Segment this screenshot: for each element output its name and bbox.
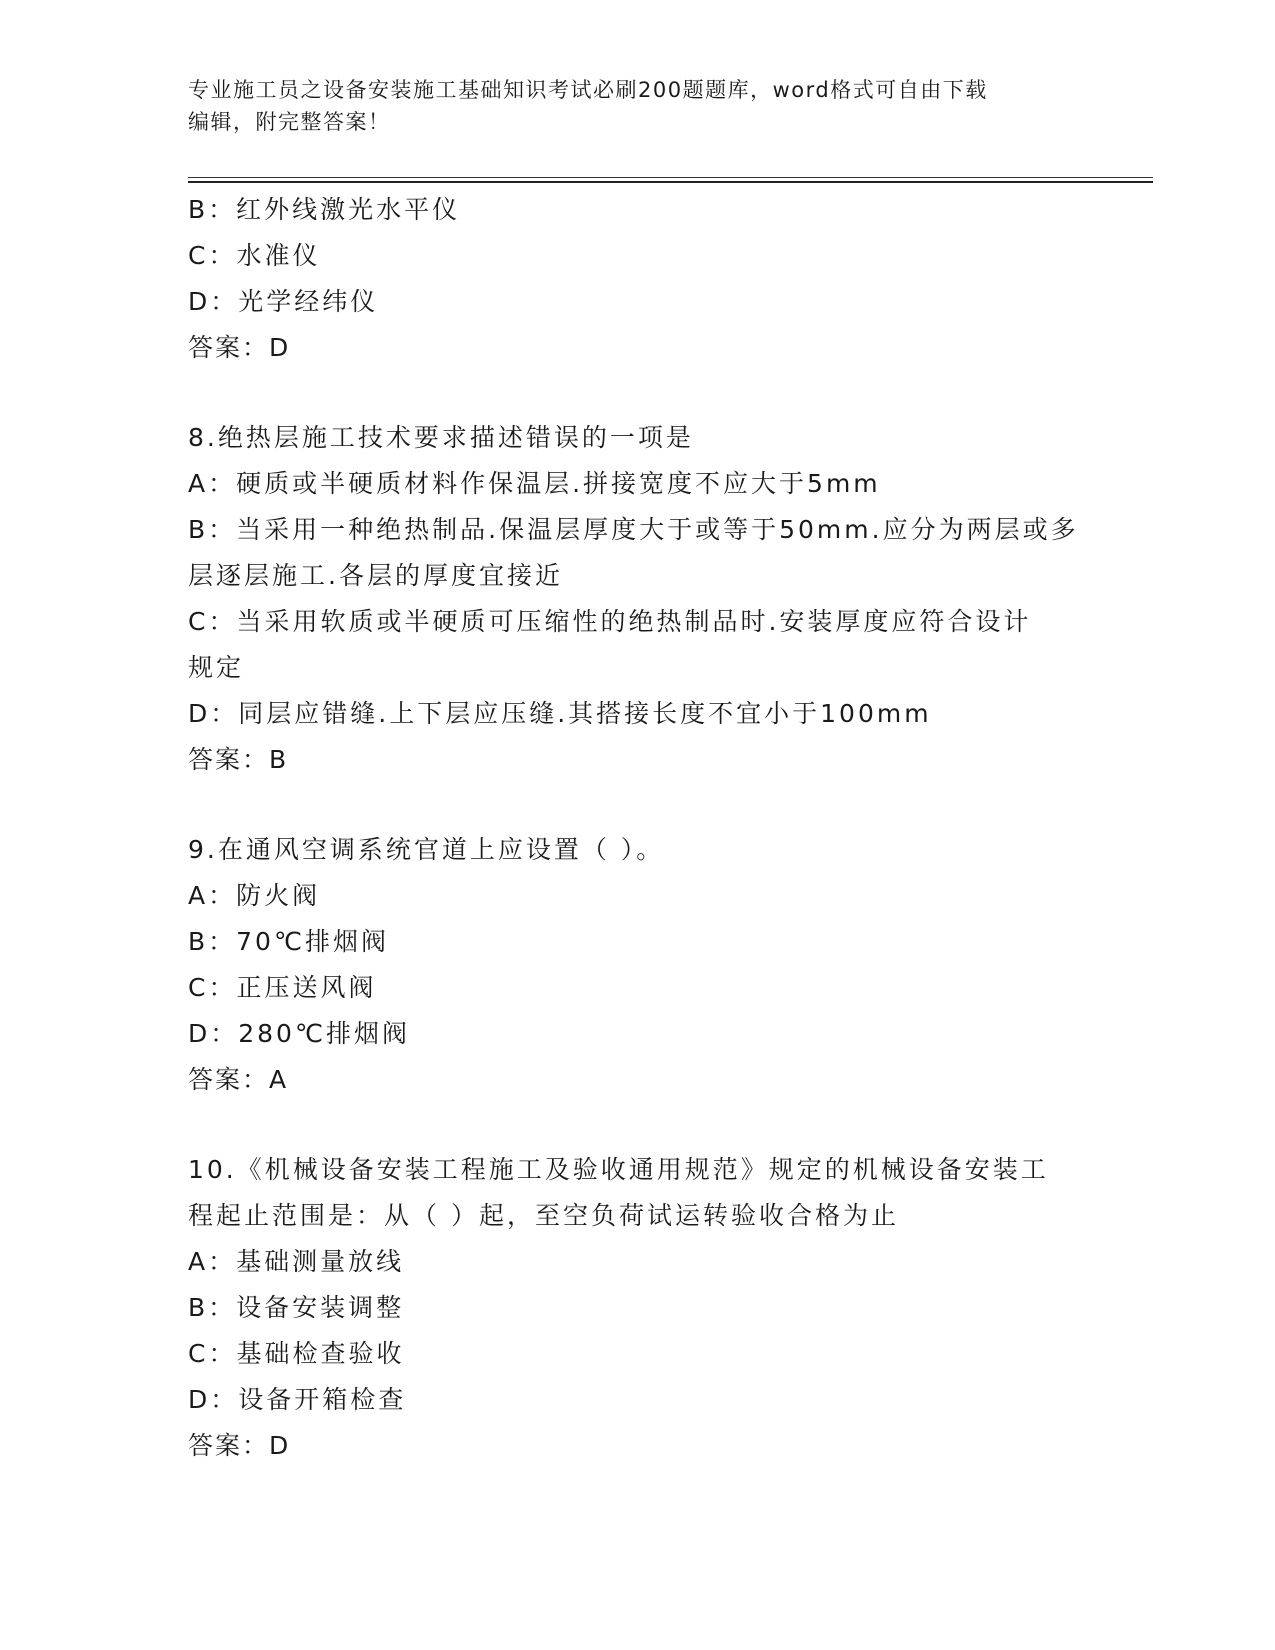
question-block-8 [188,415,1088,783]
question-text: 9.在通风空调系统官道上应设置（ ）。 [188,835,665,864]
option-c: C：当采用软质或半硬质可压缩性的绝热制品时.安装厚度应符合设计 [188,607,1032,636]
question-text: 8.绝热层施工技术要求描述错误的一项是 [188,423,694,452]
header-rule-thin [188,177,1153,178]
header-line-1: 专业施工员之设备安装施工基础知识考试必刷200题题库，word格式可自由下载 [188,78,988,102]
option-d: D：光学经纬仪 [188,287,379,316]
answer-line: 答案：D [188,1431,291,1460]
header-rule-thick [188,181,1153,183]
option-a: A：防火阀 [188,881,321,910]
option-d: D：设备开箱检查 [188,1385,407,1414]
question-block-9 [188,827,1088,1103]
question-block-10 [188,1147,1088,1469]
page-header [188,74,1068,138]
answer-line: 答案：D [188,333,291,362]
option-b: B：红外线激光水平仪 [188,195,461,224]
question-text-continued: 程起止范围是：从（ ）起，至空负荷试运转验收合格为止 [188,1201,899,1230]
header-line-2: 编辑，附完整答案！ [188,110,391,134]
option-b-continued: 层逐层施工.各层的厚度宜接近 [188,561,563,590]
question-block-7 [188,187,1088,371]
option-c: C：水准仪 [188,241,321,270]
option-d: D：280℃排烟阀 [188,1019,411,1048]
spacer [188,1103,1088,1147]
answer-line: 答案：B [188,745,289,774]
answer-line: 答案：A [188,1065,289,1094]
option-a: A：基础测量放线 [188,1247,405,1276]
option-b: B：70℃排烟阀 [188,927,390,956]
spacer [188,783,1088,827]
question-text: 10.《机械设备安装工程施工及验收通用规范》规定的机械设备安装工 [188,1155,1049,1184]
option-d: D：同层应错缝.上下层应压缝.其搭接长度不宜小于100mm [188,699,932,728]
spacer [188,371,1088,415]
option-c: C：基础检查验收 [188,1339,405,1368]
option-a: A：硬质或半硬质材料作保温层.拼接宽度不应大于5mm [188,469,881,498]
option-b: B：设备安装调整 [188,1293,405,1322]
option-c: C：正压送风阀 [188,973,377,1002]
option-b: B：当采用一种绝热制品.保温层厚度大于或等于50mm.应分为两层或多 [188,515,1079,544]
question-content [188,187,1088,1469]
option-c-continued: 规定 [188,653,245,682]
